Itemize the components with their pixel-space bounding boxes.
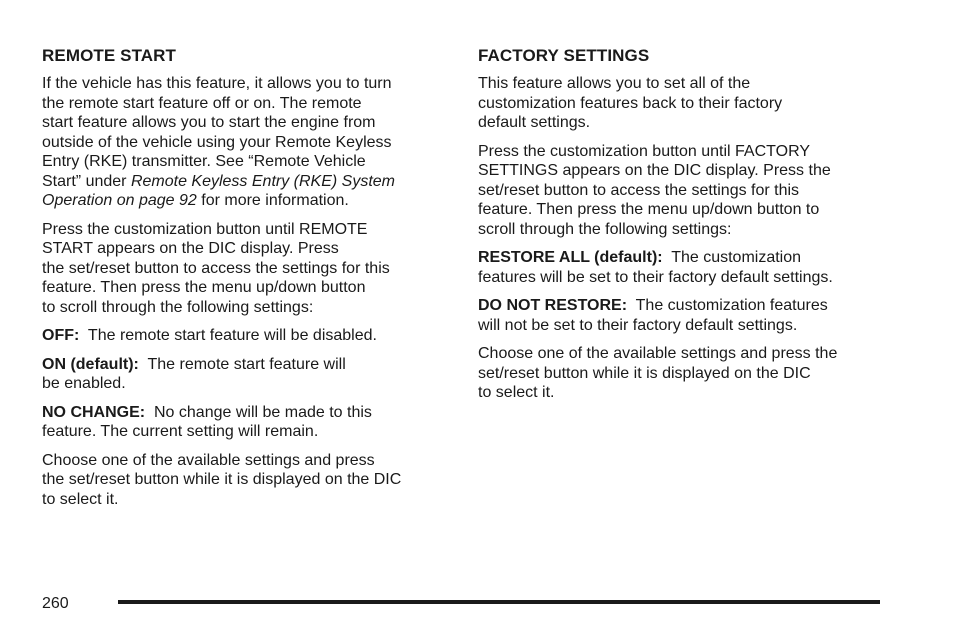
text-line: If the vehicle has this feature, it allows you to turn	[42, 75, 392, 92]
text-line: to select it.	[478, 384, 555, 401]
text-line: Entry (RKE) transmitter. See “Remote Vehicle	[42, 153, 366, 170]
text-line: Press the customization button until REMOTE	[42, 220, 368, 238]
footer-divider	[118, 600, 880, 604]
setting-description: No change will be made to this	[145, 403, 372, 421]
factory-settings-instructions-paragraph	[478, 142, 888, 240]
text-line: This feature allows you to set all of the	[478, 75, 751, 92]
text-line	[42, 172, 452, 192]
text-line: START appears on the DIC display. Press	[42, 240, 339, 257]
text-line: will not be set to their factory default settings.	[478, 316, 798, 334]
text-line: features will be set to their factory default settings.	[478, 268, 833, 286]
factory-settings-intro-paragraph	[478, 74, 888, 133]
remote-start-final-paragraph	[42, 451, 452, 510]
remote-start-instructions-paragraph	[42, 220, 452, 318]
text-line: to scroll through the following settings:	[42, 298, 314, 316]
text-line: default settings.	[478, 114, 591, 131]
text-line	[478, 296, 888, 316]
setting-description: The customization	[662, 249, 802, 266]
text-line: set/reset button to access the settings for this	[478, 181, 800, 199]
text-line: SETTINGS appears on the DIC display. Press the	[478, 162, 831, 179]
remote-start-heading: REMOTE START	[42, 46, 177, 65]
text-line: Choose one of the available settings and press	[42, 451, 375, 469]
setting-description: The customization features	[627, 297, 828, 314]
setting-label: RESTORE ALL (default):	[478, 249, 663, 266]
text-line: scroll through the following settings:	[478, 220, 732, 238]
setting-off	[42, 326, 452, 346]
text-line	[478, 248, 888, 268]
text-line: Choose one of the available settings and press the	[478, 345, 838, 362]
text-line: outside of the vehicle using your Remote Keyless	[42, 133, 392, 151]
text-fragment: for more information.	[196, 192, 349, 209]
text-line: the set/reset button to access the settings for this	[42, 259, 390, 277]
text-line	[42, 191, 452, 211]
text-line: set/reset button while it is displayed on the DIC	[478, 364, 811, 382]
right-column	[478, 46, 888, 412]
text-line: the remote start feature off or on. The remote	[42, 94, 362, 112]
remote-start-intro-paragraph	[42, 74, 452, 211]
text-line: feature. The current setting will remain.	[42, 423, 319, 440]
text-line: to select it.	[42, 490, 119, 508]
setting-do-not-restore	[478, 296, 888, 335]
cross-reference-text: Remote Keyless Entry (RKE) System	[130, 172, 396, 190]
text-line: feature. Then press the menu up/down button to	[478, 201, 820, 218]
text-line: be enabled.	[42, 375, 126, 392]
text-line: the set/reset button while it is displayed on the DIC	[42, 471, 402, 488]
text-line: customization features back to their factory	[478, 94, 783, 112]
left-column	[42, 46, 452, 518]
setting-restore-all	[478, 248, 888, 287]
page-number: 260	[42, 595, 69, 612]
setting-description: The remote start feature will	[138, 355, 346, 373]
setting-label: DO NOT RESTORE:	[478, 297, 628, 314]
setting-label: OFF:	[42, 327, 80, 344]
setting-description: The remote start feature will be disabled.	[79, 327, 377, 344]
factory-settings-heading: FACTORY SETTINGS	[478, 46, 650, 65]
setting-label: NO CHANGE:	[42, 403, 146, 421]
factory-settings-final-paragraph	[478, 344, 888, 403]
text-line: feature. Then press the menu up/down button	[42, 279, 366, 296]
text-line: Press the customization button until FACTORY	[478, 142, 811, 160]
setting-no-change	[42, 403, 452, 442]
text-line	[42, 403, 452, 423]
text-line	[42, 326, 452, 346]
text-fragment: Start” under	[42, 172, 131, 190]
setting-on	[42, 355, 452, 394]
text-line: start feature allows you to start the engine from	[42, 114, 376, 131]
setting-label: ON (default):	[42, 355, 139, 373]
cross-reference-text: Operation on page 92	[42, 192, 197, 209]
text-line	[42, 355, 452, 375]
